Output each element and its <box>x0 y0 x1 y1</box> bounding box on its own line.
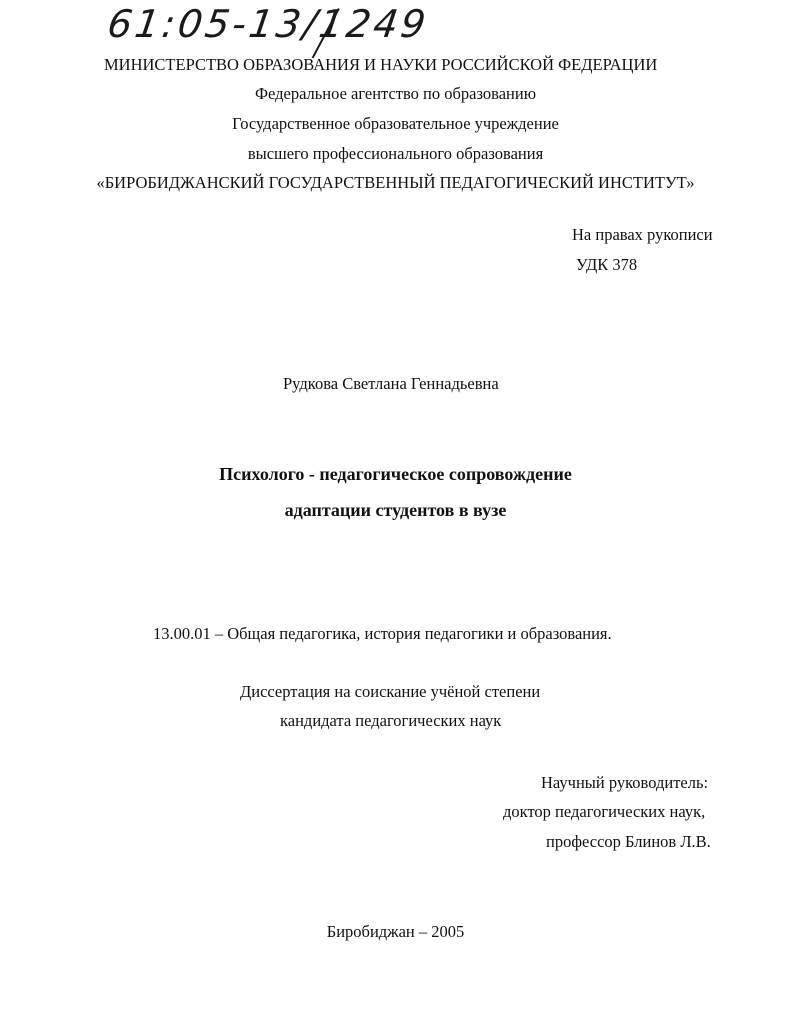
agency-name: Федеральное агентство по образованию <box>254 84 537 103</box>
udc-code: УДК 378 <box>576 255 638 274</box>
supervisor-degree: доктор педагогических наук, <box>503 802 706 821</box>
supervisor-label: Научный руководитель: <box>541 773 709 792</box>
manuscript-rights: На правах рукописи <box>572 225 713 244</box>
ministry-name: МИНИСТЕРСТВО ОБРАЗОВАНИЯ И НАУКИ РОССИЙСКОЙ ФЕДЕРАЦИИ <box>104 55 658 74</box>
institution-level: высшего профессионального образования <box>247 144 544 163</box>
archive-handwritten-number: 61:05-13/1249 <box>104 2 432 46</box>
dissertation-title-line2: адаптации студентов в вузе <box>284 500 507 520</box>
institution-name: «БИРОБИДЖАНСКИЙ ГОСУДАРСТВЕННЫЙ ПЕДАГОГИЧЕСКИЙ ИНСТИТУТ» <box>96 173 695 192</box>
specialty-code: 13.00.01 – Общая педагогика, история педагогики и образования. <box>153 624 612 643</box>
city-year: Биробиджан – 2005 <box>326 922 465 941</box>
degree-line1: Диссертация на соискание учёной степени <box>240 682 541 701</box>
author-name: Рудкова Светлана Геннадьевна <box>283 374 499 393</box>
dissertation-title-line1: Психолого - педагогическое сопровождение <box>219 464 572 484</box>
degree-line2: кандидата педагогических наук <box>280 711 502 730</box>
institution-type: Государственное образовательное учреждение <box>232 114 559 133</box>
supervisor-name: профессор Блинов Л.В. <box>546 832 711 851</box>
